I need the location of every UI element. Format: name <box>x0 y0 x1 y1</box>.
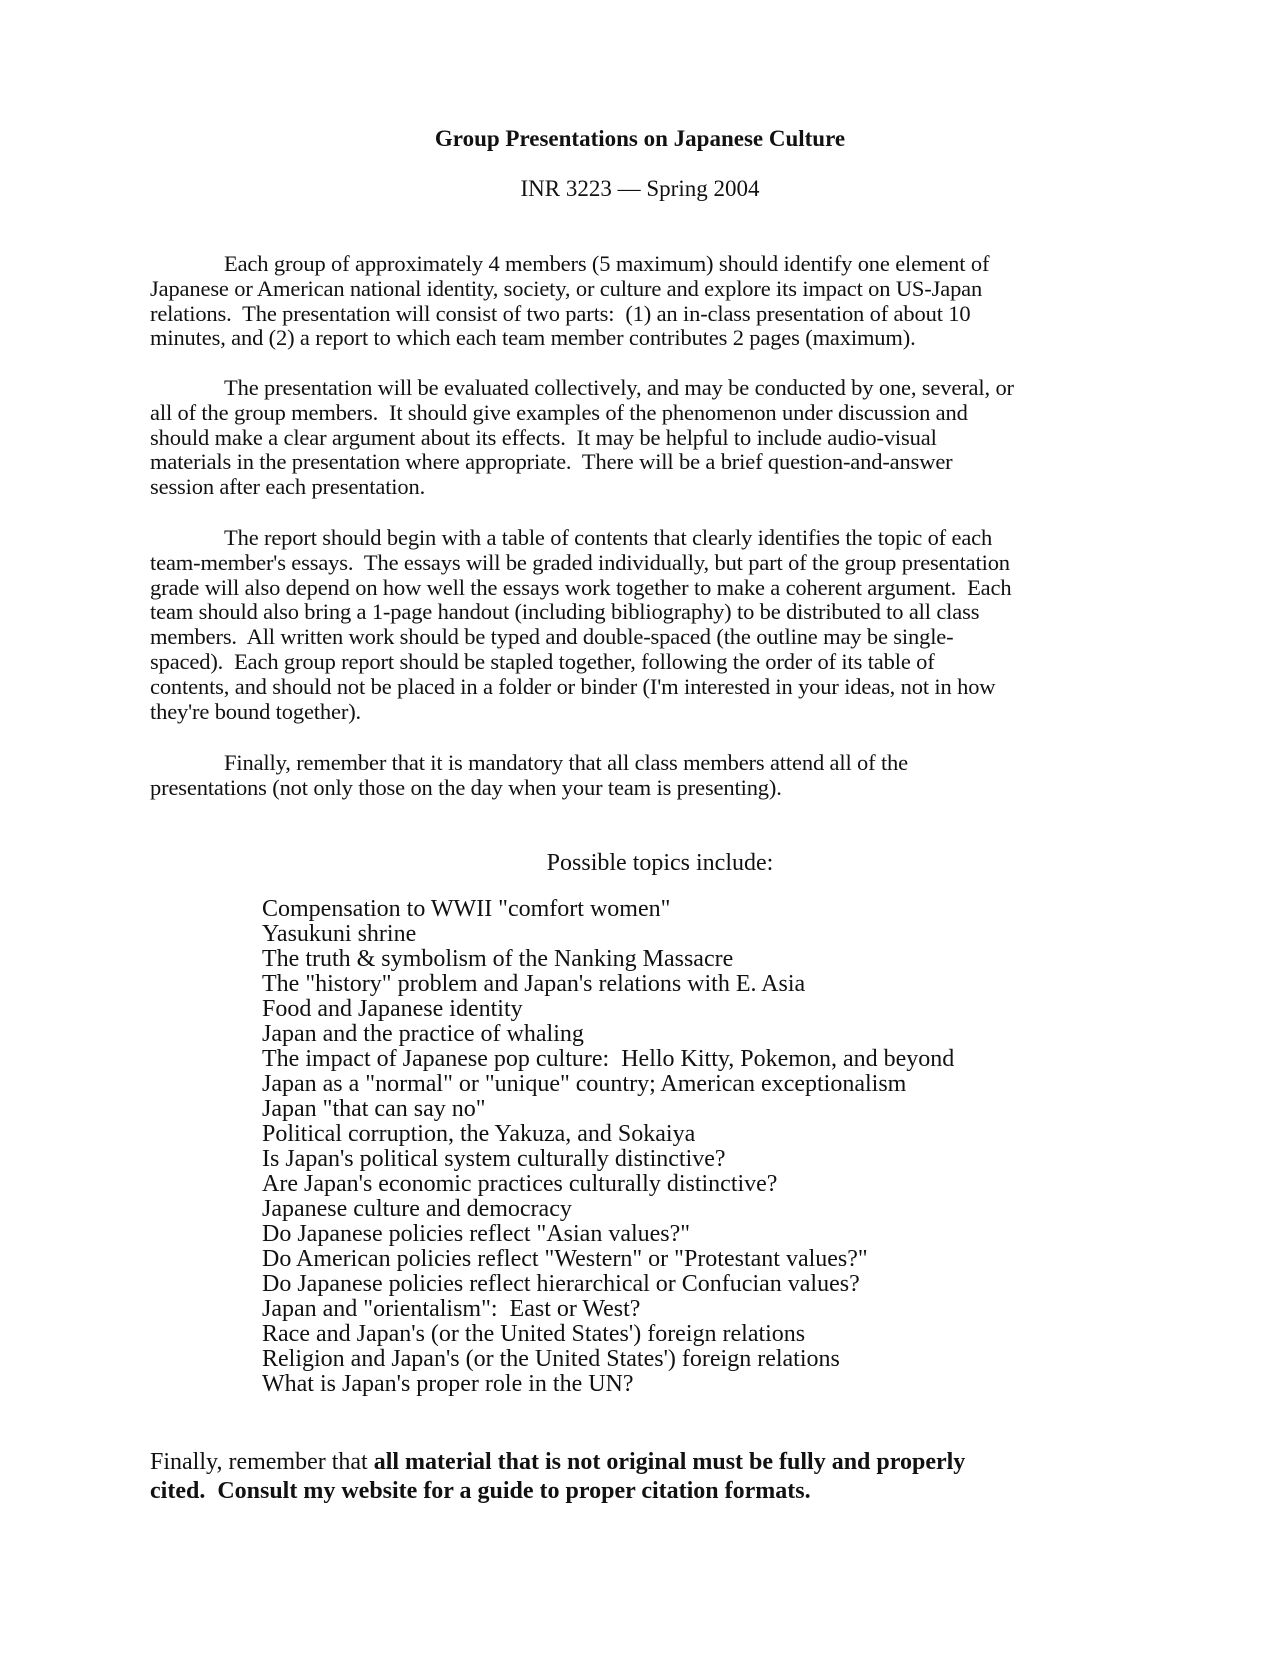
topic-item: The truth & symbolism of the Nanking Massacre <box>262 946 734 972</box>
topic-item: Do Japanese policies reflect "Asian values?" <box>262 1221 691 1247</box>
paragraph-line: presentations (not only those on the day when your team is presenting). <box>150 774 782 800</box>
paragraph-line: Japanese or American national identity, society, or culture and explore its impact on US-Japan <box>150 275 983 301</box>
paragraph-line: members. All written work should be typed and double-spaced (the outline may be single- <box>150 624 954 650</box>
closing-emphasis: all material that is not original must be fully and properly <box>373 1449 966 1475</box>
topic-item: Japan and "orientalism": East or West? <box>262 1296 641 1322</box>
topic-item: Race and Japan's (or the United States') foreign relations <box>262 1321 806 1347</box>
topic-item: Food and Japanese identity <box>262 996 523 1022</box>
closing-emphasis: cited. Consult my website for a guide to proper citation formats. <box>150 1478 811 1504</box>
topic-item: Japan and the practice of whaling <box>262 1021 584 1047</box>
topic-item: Japan "that can say no" <box>262 1096 486 1122</box>
paragraph-group-description <box>150 252 1135 351</box>
course-subtitle: INR 3223 — Spring 2004 <box>520 176 760 201</box>
topic-item: Religion and Japan's (or the United States') foreign relations <box>262 1346 840 1372</box>
paragraph-line: team-member's essays. The essays will be graded individually, but part of the group presentation <box>150 549 1010 575</box>
paragraph-line: Each group of approximately 4 members (5 maximum) should identify one element of <box>224 251 990 276</box>
topic-item: Japan as a "normal" or "unique" country; American exceptionalism <box>262 1071 907 1097</box>
topic-item: The impact of Japanese pop culture: Hello Kitty, Pokemon, and beyond <box>262 1046 955 1072</box>
topic-item: What is Japan's proper role in the UN? <box>262 1371 634 1397</box>
paragraph-attendance <box>150 751 1135 801</box>
closing-line <box>150 1448 1150 1477</box>
topic-list <box>262 897 954 1397</box>
topic-item: Japanese culture and democracy <box>262 1196 572 1222</box>
topic-item: Is Japan's political system culturally distinctive? <box>262 1146 726 1172</box>
paragraph-line: spaced). Each group report should be stapled together, following the order of its table of <box>150 648 935 674</box>
paragraph-line: minutes, and (2) a report to which each team member contributes 2 pages (maximum). <box>150 325 916 351</box>
paragraph-line: session after each presentation. <box>150 474 426 500</box>
closing-note <box>150 1448 1150 1506</box>
topic-item: Yasukuni shrine <box>262 921 417 947</box>
closing-line <box>150 1477 1150 1506</box>
topic-item: Compensation to WWII "comfort women" <box>262 896 671 922</box>
paragraph-line: all of the group members. It should give examples of the phenomenon under discussion and <box>150 399 968 425</box>
paragraph-line: relations. The presentation will consist of two parts: (1) an in-class presentation of about 10 <box>150 300 971 326</box>
document-title: Group Presentations on Japanese Culture <box>434 126 846 151</box>
paragraph-line: The report should begin with a table of contents that clearly identifies the topic of each <box>224 525 993 550</box>
paragraph-line: Finally, remember that it is mandatory that all class members attend all of the <box>224 750 908 775</box>
paragraph-evaluation <box>150 376 1135 500</box>
topic-item: Do Japanese policies reflect hierarchical or Confucian values? <box>262 1271 860 1297</box>
closing-plain-text: Finally, remember that <box>150 1449 374 1475</box>
topic-item: Are Japan's economic practices culturally distinctive? <box>262 1171 778 1197</box>
topic-item: Political corruption, the Yakuza, and Sokaiya <box>262 1121 696 1147</box>
topics-heading: Possible topics include: <box>546 850 774 876</box>
paragraph-line: The presentation will be evaluated collectively, and may be conducted by one, several, or <box>224 375 1014 400</box>
paragraph-report <box>150 526 1135 724</box>
topic-item: The "history" problem and Japan's relations with E. Asia <box>262 971 806 997</box>
topic-item: Do American policies reflect "Western" or "Protestant values?" <box>262 1246 868 1272</box>
paragraph-line: team should also bring a 1-page handout (including bibliography) to be distributed to all class <box>150 599 980 625</box>
paragraph-line: materials in the presentation where appropriate. There will be a brief question-and-answer <box>150 449 953 475</box>
paragraph-line: they're bound together). <box>150 698 362 724</box>
paragraph-line: contents, and should not be placed in a folder or binder (I'm interested in your ideas, not in how <box>150 673 996 699</box>
paragraph-line: grade will also depend on how well the essays work together to make a coherent argument. Each <box>150 574 1012 600</box>
paragraph-line: should make a clear argument about its effects. It may be helpful to include audio-visual <box>150 424 937 450</box>
